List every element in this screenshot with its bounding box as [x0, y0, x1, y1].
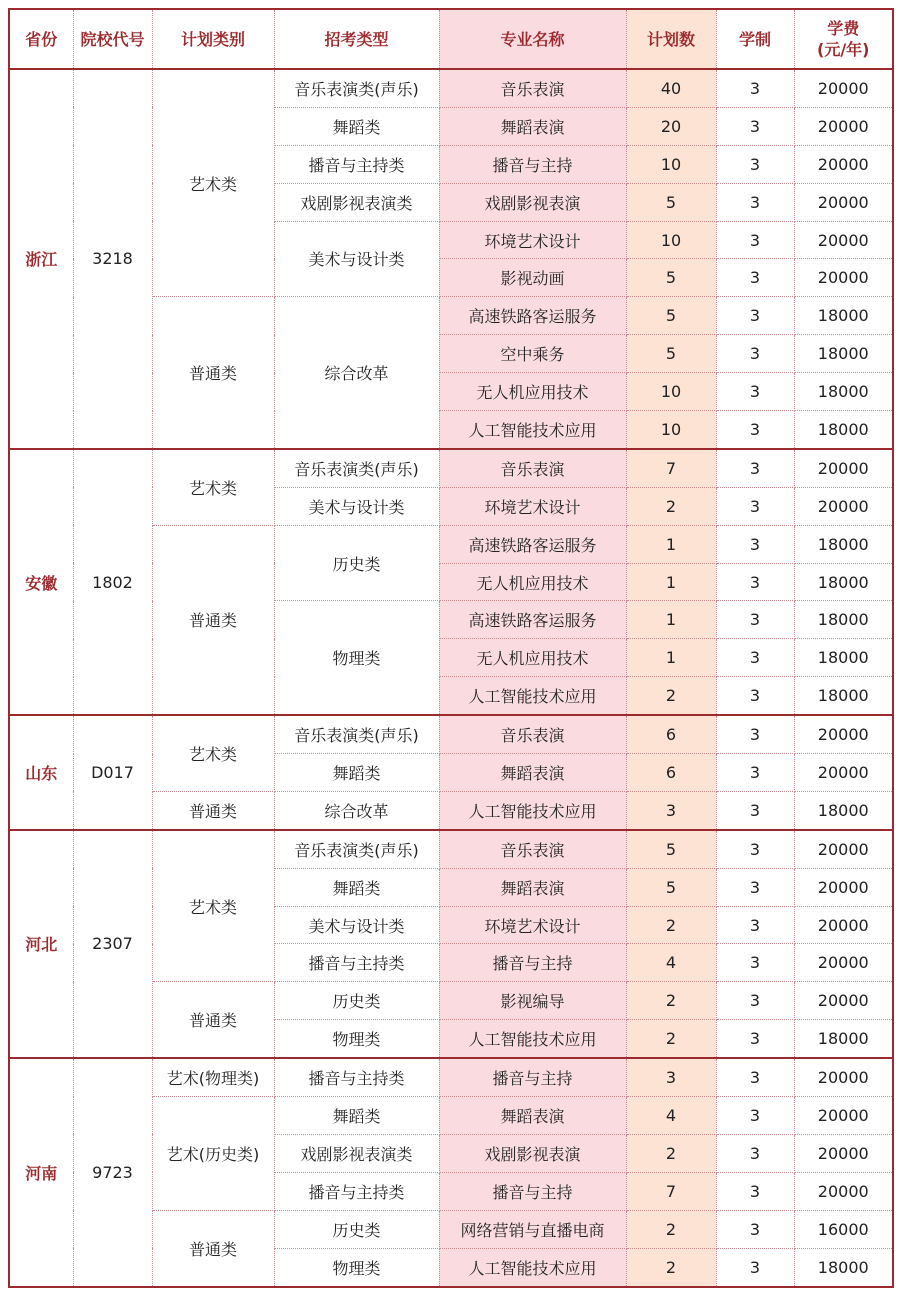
years-cell: 3 — [716, 411, 794, 449]
fee-cell: 20000 — [794, 449, 893, 487]
quota-cell: 2 — [626, 982, 716, 1020]
fee-cell: 20000 — [794, 982, 893, 1020]
plan-type-cell: 艺术类 — [152, 830, 274, 982]
fee-cell: 18000 — [794, 563, 893, 601]
quota-cell: 6 — [626, 715, 716, 753]
years-cell: 3 — [716, 487, 794, 525]
quota-cell: 40 — [626, 69, 716, 107]
quota-cell: 2 — [626, 487, 716, 525]
years-cell: 3 — [716, 1172, 794, 1210]
major-name-cell: 无人机应用技术 — [439, 563, 626, 601]
years-cell: 3 — [716, 1020, 794, 1058]
fee-cell: 18000 — [794, 1248, 893, 1286]
plan-type-cell: 普通类 — [152, 1210, 274, 1286]
province-cell: 河南 — [9, 1058, 73, 1286]
years-cell: 3 — [716, 715, 794, 753]
major-name-cell: 人工智能技术应用 — [439, 791, 626, 829]
years-cell: 3 — [716, 868, 794, 906]
quota-cell: 2 — [626, 906, 716, 944]
major-name-cell: 影视编导 — [439, 982, 626, 1020]
major-name-cell: 舞蹈表演 — [439, 1097, 626, 1135]
quota-cell: 5 — [626, 183, 716, 221]
fee-cell: 20000 — [794, 1134, 893, 1172]
header-years: 学制 — [716, 9, 794, 69]
exam-type-cell: 播音与主持类 — [274, 944, 439, 982]
quota-cell: 3 — [626, 1058, 716, 1096]
fee-cell: 20000 — [794, 69, 893, 107]
years-cell: 3 — [716, 69, 794, 107]
major-name-cell: 音乐表演 — [439, 449, 626, 487]
quota-cell: 6 — [626, 754, 716, 792]
quota-cell: 2 — [626, 1248, 716, 1286]
enrollment-plan-table — [8, 8, 894, 1288]
major-name-cell: 环境艺术设计 — [439, 906, 626, 944]
exam-type-cell: 综合改革 — [274, 791, 439, 829]
table-row — [9, 830, 893, 868]
major-name-cell: 播音与主持 — [439, 944, 626, 982]
years-cell: 3 — [716, 677, 794, 715]
table-header — [9, 9, 893, 69]
table-row — [9, 715, 893, 753]
quota-cell: 7 — [626, 1172, 716, 1210]
quota-cell: 1 — [626, 525, 716, 563]
plan-type-cell: 普通类 — [152, 982, 274, 1058]
major-name-cell: 空中乘务 — [439, 335, 626, 373]
exam-type-cell: 播音与主持类 — [274, 1172, 439, 1210]
major-name-cell: 音乐表演 — [439, 830, 626, 868]
fee-cell: 20000 — [794, 107, 893, 145]
years-cell: 3 — [716, 1210, 794, 1248]
fee-cell: 20000 — [794, 715, 893, 753]
years-cell: 3 — [716, 259, 794, 297]
enrollment-plan-table-container — [8, 8, 892, 1288]
table-body — [9, 69, 893, 1287]
major-name-cell: 无人机应用技术 — [439, 373, 626, 411]
fee-cell: 18000 — [794, 601, 893, 639]
exam-type-cell: 戏剧影视表演类 — [274, 183, 439, 221]
quota-cell: 2 — [626, 1134, 716, 1172]
years-cell: 3 — [716, 906, 794, 944]
quota-cell: 1 — [626, 601, 716, 639]
province-cell: 河北 — [9, 830, 73, 1058]
major-name-cell: 戏剧影视表演 — [439, 1134, 626, 1172]
province-cell: 山东 — [9, 715, 73, 830]
major-name-cell: 无人机应用技术 — [439, 639, 626, 677]
plan-type-cell: 普通类 — [152, 525, 274, 715]
major-name-cell: 环境艺术设计 — [439, 487, 626, 525]
header-fee-line2: (元/年) — [817, 40, 870, 59]
years-cell: 3 — [716, 639, 794, 677]
quota-cell: 4 — [626, 1097, 716, 1135]
school-code-cell: 1802 — [73, 449, 152, 715]
fee-cell: 20000 — [794, 145, 893, 183]
exam-type-cell: 播音与主持类 — [274, 1058, 439, 1096]
years-cell: 3 — [716, 449, 794, 487]
school-code-cell: D017 — [73, 715, 152, 830]
major-name-cell: 人工智能技术应用 — [439, 411, 626, 449]
years-cell: 3 — [716, 1248, 794, 1286]
quota-cell: 5 — [626, 868, 716, 906]
table-row — [9, 449, 893, 487]
school-code-cell: 9723 — [73, 1058, 152, 1286]
major-name-cell: 舞蹈表演 — [439, 868, 626, 906]
fee-cell: 16000 — [794, 1210, 893, 1248]
quota-cell: 1 — [626, 639, 716, 677]
major-name-cell: 人工智能技术应用 — [439, 1020, 626, 1058]
fee-cell: 20000 — [794, 1172, 893, 1210]
exam-type-cell: 播音与主持类 — [274, 145, 439, 183]
fee-cell: 18000 — [794, 677, 893, 715]
major-name-cell: 戏剧影视表演 — [439, 183, 626, 221]
years-cell: 3 — [716, 830, 794, 868]
fee-cell: 18000 — [794, 373, 893, 411]
major-name-cell: 舞蹈表演 — [439, 107, 626, 145]
quota-cell: 2 — [626, 1020, 716, 1058]
years-cell: 3 — [716, 107, 794, 145]
quota-cell: 5 — [626, 297, 716, 335]
header-row — [9, 9, 893, 69]
quota-cell: 10 — [626, 145, 716, 183]
major-name-cell: 高速铁路客运服务 — [439, 297, 626, 335]
years-cell: 3 — [716, 221, 794, 259]
major-name-cell: 人工智能技术应用 — [439, 677, 626, 715]
plan-type-cell: 艺术类 — [152, 449, 274, 525]
major-name-cell: 影视动画 — [439, 259, 626, 297]
plan-type-cell: 艺术类 — [152, 715, 274, 791]
header-plan-type: 计划类别 — [152, 9, 274, 69]
exam-type-cell: 音乐表演类(声乐) — [274, 715, 439, 753]
exam-type-cell: 舞蹈类 — [274, 868, 439, 906]
years-cell: 3 — [716, 791, 794, 829]
quota-cell: 10 — [626, 221, 716, 259]
major-name-cell: 人工智能技术应用 — [439, 1248, 626, 1286]
quota-cell: 3 — [626, 791, 716, 829]
years-cell: 3 — [716, 525, 794, 563]
quota-cell: 5 — [626, 335, 716, 373]
header-fee-line1: 学费 — [827, 19, 860, 38]
quota-cell: 5 — [626, 830, 716, 868]
fee-cell: 18000 — [794, 1020, 893, 1058]
major-name-cell: 网络营销与直播电商 — [439, 1210, 626, 1248]
quota-cell: 5 — [626, 259, 716, 297]
header-school-code: 院校代号 — [73, 9, 152, 69]
major-name-cell: 播音与主持 — [439, 145, 626, 183]
quota-cell: 10 — [626, 373, 716, 411]
exam-type-cell: 物理类 — [274, 1020, 439, 1058]
plan-type-cell: 艺术(历史类) — [152, 1097, 274, 1211]
fee-cell: 20000 — [794, 868, 893, 906]
fee-cell: 20000 — [794, 487, 893, 525]
years-cell: 3 — [716, 297, 794, 335]
exam-type-cell: 综合改革 — [274, 297, 439, 449]
major-name-cell: 播音与主持 — [439, 1172, 626, 1210]
exam-type-cell: 物理类 — [274, 1248, 439, 1286]
header-major-name: 专业名称 — [439, 9, 626, 69]
province-cell: 安徽 — [9, 449, 73, 715]
fee-cell: 20000 — [794, 1097, 893, 1135]
years-cell: 3 — [716, 1058, 794, 1096]
major-name-cell: 环境艺术设计 — [439, 221, 626, 259]
exam-type-cell: 物理类 — [274, 601, 439, 715]
exam-type-cell: 历史类 — [274, 982, 439, 1020]
fee-cell: 18000 — [794, 525, 893, 563]
exam-type-cell: 舞蹈类 — [274, 1097, 439, 1135]
quota-cell: 20 — [626, 107, 716, 145]
years-cell: 3 — [716, 145, 794, 183]
fee-cell: 20000 — [794, 221, 893, 259]
exam-type-cell: 戏剧影视表演类 — [274, 1134, 439, 1172]
years-cell: 3 — [716, 183, 794, 221]
exam-type-cell: 美术与设计类 — [274, 906, 439, 944]
quota-cell: 2 — [626, 677, 716, 715]
years-cell: 3 — [716, 944, 794, 982]
exam-type-cell: 美术与设计类 — [274, 221, 439, 297]
major-name-cell: 音乐表演 — [439, 715, 626, 753]
exam-type-cell: 历史类 — [274, 1210, 439, 1248]
header-province: 省份 — [9, 9, 73, 69]
exam-type-cell: 音乐表演类(声乐) — [274, 830, 439, 868]
exam-type-cell: 音乐表演类(声乐) — [274, 449, 439, 487]
quota-cell: 4 — [626, 944, 716, 982]
exam-type-cell: 舞蹈类 — [274, 754, 439, 792]
quota-cell: 7 — [626, 449, 716, 487]
years-cell: 3 — [716, 1097, 794, 1135]
fee-cell: 20000 — [794, 183, 893, 221]
exam-type-cell: 历史类 — [274, 525, 439, 601]
fee-cell: 20000 — [794, 830, 893, 868]
school-code-cell: 3218 — [73, 69, 152, 449]
plan-type-cell: 艺术(物理类) — [152, 1058, 274, 1096]
major-name-cell: 高速铁路客运服务 — [439, 525, 626, 563]
major-name-cell: 高速铁路客运服务 — [439, 601, 626, 639]
years-cell: 3 — [716, 982, 794, 1020]
fee-cell: 20000 — [794, 944, 893, 982]
years-cell: 3 — [716, 1134, 794, 1172]
exam-type-cell: 舞蹈类 — [274, 107, 439, 145]
fee-cell: 18000 — [794, 297, 893, 335]
fee-cell: 20000 — [794, 906, 893, 944]
major-name-cell: 播音与主持 — [439, 1058, 626, 1096]
fee-cell: 20000 — [794, 1058, 893, 1096]
years-cell: 3 — [716, 563, 794, 601]
plan-type-cell: 普通类 — [152, 791, 274, 829]
plan-type-cell: 艺术类 — [152, 69, 274, 297]
plan-type-cell: 普通类 — [152, 297, 274, 449]
header-fee — [794, 9, 893, 69]
table-row — [9, 1058, 893, 1096]
major-name-cell: 舞蹈表演 — [439, 754, 626, 792]
header-quota: 计划数 — [626, 9, 716, 69]
school-code-cell: 2307 — [73, 830, 152, 1058]
years-cell: 3 — [716, 373, 794, 411]
table-row — [9, 69, 893, 107]
fee-cell: 18000 — [794, 791, 893, 829]
exam-type-cell: 音乐表演类(声乐) — [274, 69, 439, 107]
province-cell: 浙江 — [9, 69, 73, 449]
years-cell: 3 — [716, 335, 794, 373]
quota-cell: 2 — [626, 1210, 716, 1248]
years-cell: 3 — [716, 754, 794, 792]
fee-cell: 18000 — [794, 639, 893, 677]
years-cell: 3 — [716, 601, 794, 639]
exam-type-cell: 美术与设计类 — [274, 487, 439, 525]
fee-cell: 20000 — [794, 259, 893, 297]
fee-cell: 18000 — [794, 411, 893, 449]
quota-cell: 10 — [626, 411, 716, 449]
header-exam-type: 招考类型 — [274, 9, 439, 69]
fee-cell: 20000 — [794, 754, 893, 792]
major-name-cell: 音乐表演 — [439, 69, 626, 107]
quota-cell: 1 — [626, 563, 716, 601]
fee-cell: 18000 — [794, 335, 893, 373]
